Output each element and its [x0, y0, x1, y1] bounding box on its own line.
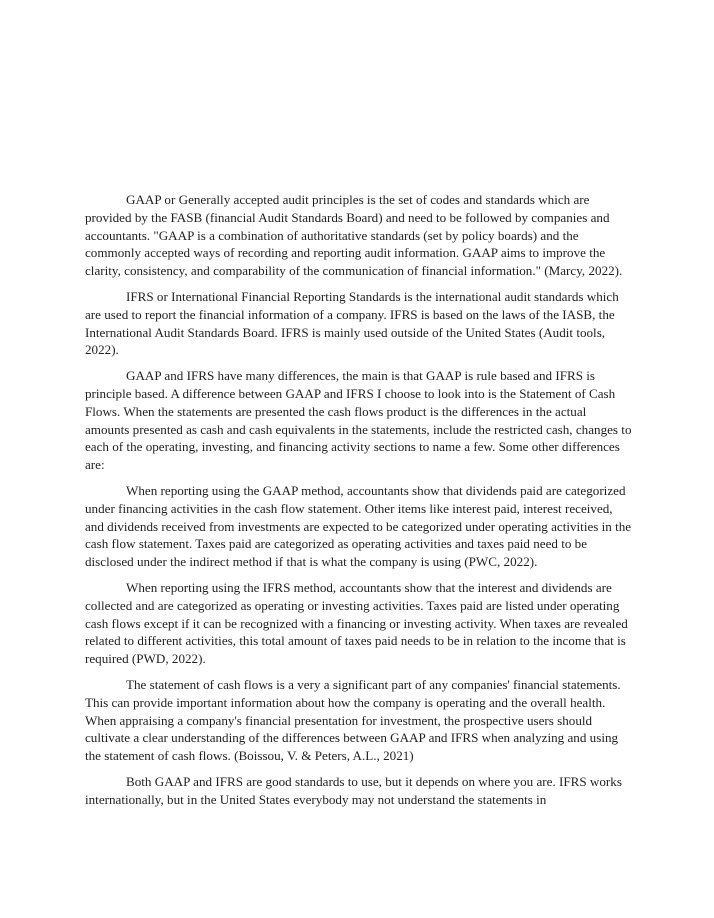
document-body	[85, 191, 633, 817]
paragraph-ifrs-reporting: When reporting using the IFRS method, accountants show that the interest and dividends are collected and are categorized as operating or investing activities. Taxes paid are listed under operating cash flows except if it can be recognized with a financing or investing activity. When taxes are revealed related to different activities, this total amount of taxes paid needs to be in relation to the income that is required (PWD, 2022).	[85, 579, 628, 667]
paragraph-conclusion: Both GAAP and IFRS are good standards to use, but it depends on where you are. IFRS works internationally, but in the United States everybody may not understand the statements in	[85, 773, 622, 807]
paragraph-gaap-reporting: When reporting using the GAAP method, accountants show that dividends paid are categorized under financing activities in the cash flow statement. Other items like interest paid, interest received, and dividends received from investments are expected to be categorized under operating activities in the cash flow statement. Taxes paid are categorized as operating activities and taxes paid need to be disclosed under the indirect method if that is what the company is using (PWC, 2022).	[85, 482, 632, 570]
paragraph-ifrs-definition: IFRS or International Financial Reporting Standards is the international audit standards which are used to report the financial information of a company. IFRS is based on the laws of the IASB, the International Audit Standards Board. IFRS is mainly used outside of the United States (Audit tools, 2022).	[85, 288, 619, 358]
paragraph-cash-flows-significance: The statement of cash flows is a very a significant part of any companies' financial statements. This can provide important information about how the company is operating and the overall health. When appraising a company's financial presentation for investment, the prospective users should cultivate a clear understanding of the differences between GAAP and IFRS when analyzing and using the statement of cash flows. (Boissou, V. & Peters, A.L., 2021)	[85, 676, 621, 764]
paragraph-gaap-definition: GAAP or Generally accepted audit principles is the set of codes and standards which are provided by the FASB (financial Audit Standards Board) and need to be followed by companies and accountants. "GAAP is a combination of authoritative standards (set by policy boards) and the commonly accepted ways of recording and reporting audit information. GAAP aims to improve the clarity, consistency, and comparability of the communication of financial information." (Marcy, 2022).	[85, 192, 623, 279]
paragraph-differences: GAAP and IFRS have many differences, the main is that GAAP is rule based and IFRS is principle based. A difference between GAAP and IFRS I choose to look into is the Statement of Cash Flows. When the statements are presented the cash flows product is the differences in the actual amounts presented as cash and cash equivalents in the statements, include the restricted cash, changes to each of the operating, investing, and financing activity sections to name a few. Some other differences are:	[85, 368, 632, 473]
